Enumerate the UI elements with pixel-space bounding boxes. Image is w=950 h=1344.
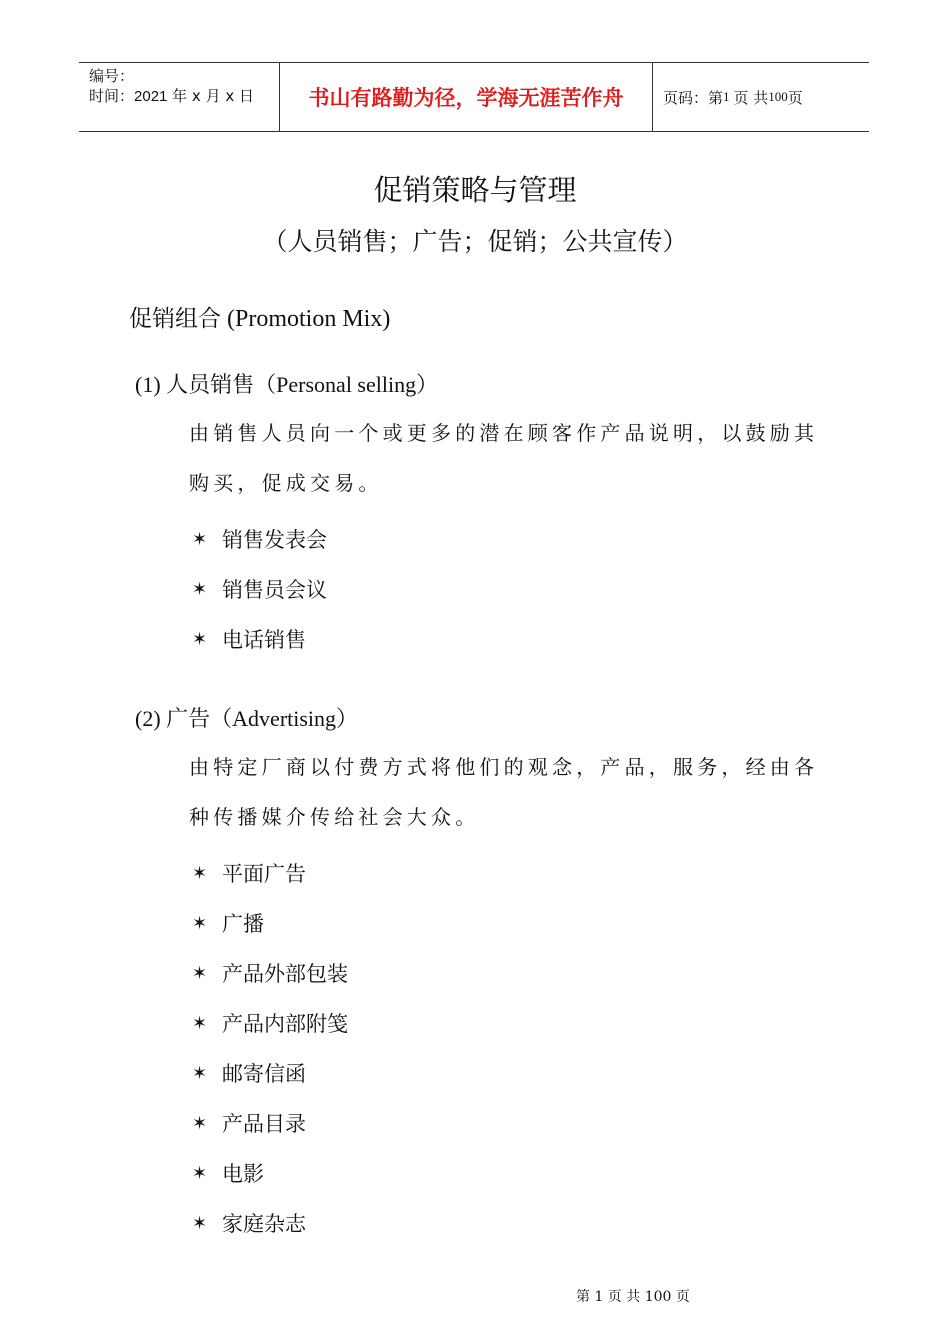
header-motto: 书山有路勤为径，学海无涯苦作舟 <box>280 63 653 131</box>
header-page-info: 页码：第 1 页 共 100 页 <box>663 88 803 107</box>
star-bullet-icon: ✶ <box>192 912 208 934</box>
list-item: ✶ 销售员会议 <box>192 578 327 602</box>
list-item: ✶ 电话销售 <box>192 628 306 652</box>
star-bullet-icon: ✶ <box>192 862 208 884</box>
star-bullet-icon: ✶ <box>192 578 208 600</box>
page-header <box>79 62 869 132</box>
subheading-personal-selling: (1) 人员销售（Personal selling） <box>135 372 439 398</box>
page-title: 促销策略与管理 <box>373 173 577 207</box>
list-item: ✶ 家庭杂志 <box>192 1212 306 1236</box>
number-label: 编号： <box>89 67 135 85</box>
star-bullet-icon: ✶ <box>192 528 208 550</box>
header-meta <box>79 63 280 131</box>
star-bullet-icon: ✶ <box>192 1012 208 1034</box>
list-item: ✶ 平面广告 <box>192 862 306 886</box>
list-item: ✶ 广播 <box>192 912 264 936</box>
star-bullet-icon: ✶ <box>192 1212 208 1234</box>
time-line: 时间：2021 年 x 月 x 日 <box>89 87 254 105</box>
page-subtitle: （人员销售；广告；促销；公共宣传） <box>262 227 688 256</box>
list-item: ✶ 电影 <box>192 1162 264 1186</box>
list-item: ✶ 邮寄信函 <box>192 1062 306 1086</box>
footer-page-number: 第 1 页 共 100 页 <box>576 1289 690 1305</box>
list-item: ✶ 产品外部包装 <box>192 962 348 986</box>
list-item: ✶ 产品内部附笺 <box>192 1012 348 1036</box>
star-bullet-icon: ✶ <box>192 1162 208 1184</box>
section-heading: 促销组合 (Promotion Mix) <box>129 306 391 332</box>
header-page-number: 1 <box>723 89 730 104</box>
star-bullet-icon: ✶ <box>192 1062 208 1084</box>
subheading-advertising: (2) 广告（Advertising） <box>135 706 359 732</box>
list-item: ✶ 产品目录 <box>192 1112 306 1136</box>
star-bullet-icon: ✶ <box>192 962 208 984</box>
paragraph-advertising: 由特定厂商以付费方式将他们的观念，产品，服务，经由各 种传播媒介传给社会大众。 <box>189 755 819 829</box>
list-item: ✶ 销售发表会 <box>192 528 327 552</box>
header-page-total: 100 <box>768 89 788 104</box>
paragraph-personal-selling: 由销售人员向一个或更多的潜在顾客作产品说明，以鼓励其 购买，促成交易。 <box>189 421 819 495</box>
star-bullet-icon: ✶ <box>192 1112 208 1134</box>
star-bullet-icon: ✶ <box>192 628 208 650</box>
